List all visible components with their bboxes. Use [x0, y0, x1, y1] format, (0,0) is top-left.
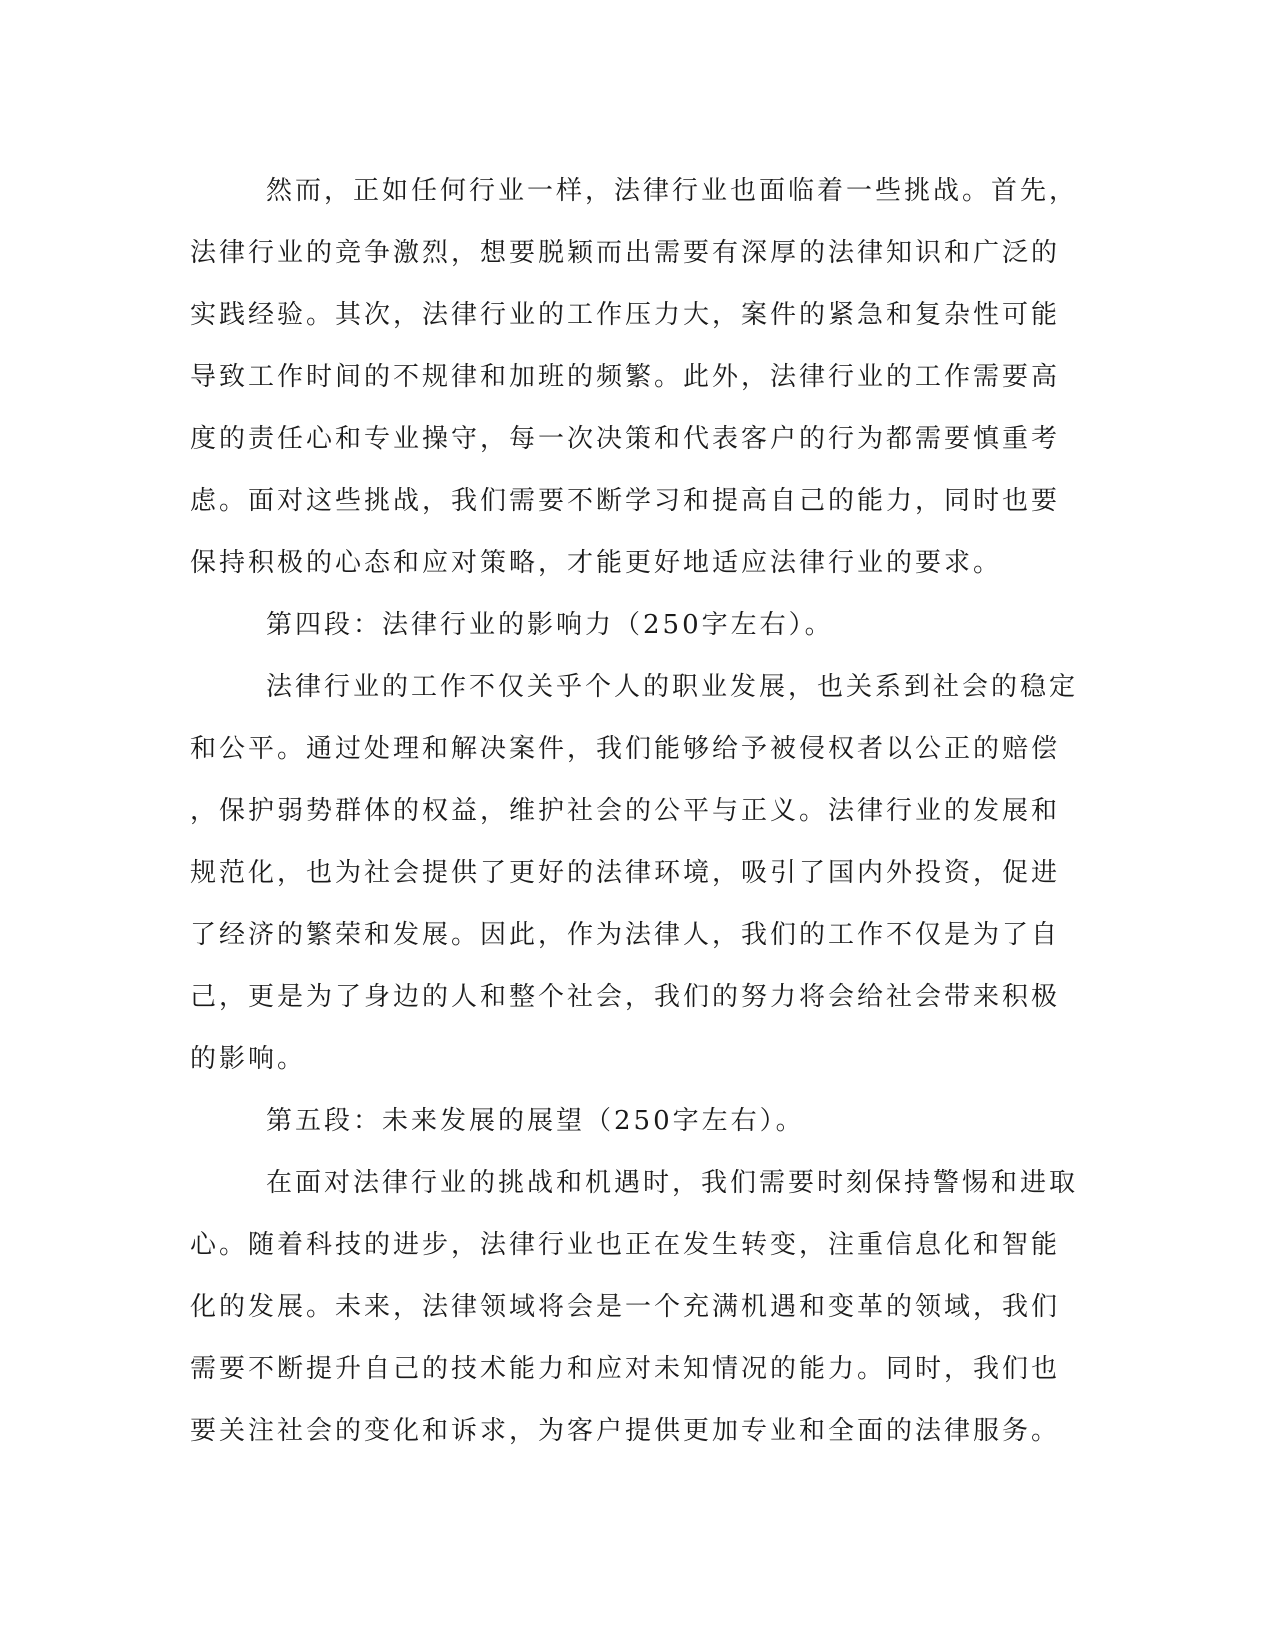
paragraph-line: 实践经验。其次，法律行业的工作压力大，案件的紧急和复杂性可能	[190, 300, 1061, 330]
paragraph-line: 法律行业的工作不仅关乎个人的职业发展，也关系到社会的稳定	[266, 672, 1079, 702]
paragraph-line: 导致工作时间的不规律和加班的频繁。此外，法律行业的工作需要高	[190, 362, 1061, 392]
paragraph-line: 度的责任心和专业操守，每一次决策和代表客户的行为都需要慎重考	[190, 424, 1061, 454]
paragraph-line: 法律行业的竞争激烈，想要脱颖而出需要有深厚的法律知识和广泛的	[190, 238, 1061, 268]
paragraph-line: ，保护弱势群体的权益，维护社会的公平与正义。法律行业的发展和	[190, 796, 1061, 826]
paragraph-line: 规范化，也为社会提供了更好的法律环境，吸引了国内外投资，促进	[190, 858, 1061, 888]
paragraph-line: 心。随着科技的进步，法律行业也正在发生转变，注重信息化和智能	[190, 1230, 1061, 1260]
paragraph-line: 要关注社会的变化和诉求，为客户提供更加专业和全面的法律服务。	[190, 1416, 1061, 1446]
paragraph-line: 然而，正如任何行业一样，法律行业也面临着一些挑战。首先，	[266, 176, 1079, 206]
paragraph-line: 化的发展。未来，法律领域将会是一个充满机遇和变革的领域，我们	[190, 1292, 1061, 1322]
section-heading: 第五段：未来发展的展望（250字左右）。	[266, 1106, 805, 1136]
paragraph-line: 和公平。通过处理和解决案件，我们能够给予被侵权者以公正的赔偿	[190, 734, 1061, 764]
paragraph-line: 虑。面对这些挑战，我们需要不断学习和提高自己的能力，同时也要	[190, 486, 1061, 516]
paragraph-line: 需要不断提升自己的技术能力和应对未知情况的能力。同时，我们也	[190, 1354, 1061, 1384]
paragraph-line: 己，更是为了身边的人和整个社会，我们的努力将会给社会带来积极	[190, 982, 1061, 1012]
section-heading: 第四段：法律行业的影响力（250字左右）。	[266, 610, 834, 640]
paragraph-line: 保持积极的心态和应对策略，才能更好地适应法律行业的要求。	[190, 548, 1003, 578]
document-body	[190, 160, 1080, 1462]
paragraph-line: 的影响。	[190, 1044, 307, 1074]
paragraph-line: 在面对法律行业的挑战和机遇时，我们需要时刻保持警惕和进取	[266, 1168, 1079, 1198]
paragraph-line: 了经济的繁荣和发展。因此，作为法律人，我们的工作不仅是为了自	[190, 920, 1061, 950]
